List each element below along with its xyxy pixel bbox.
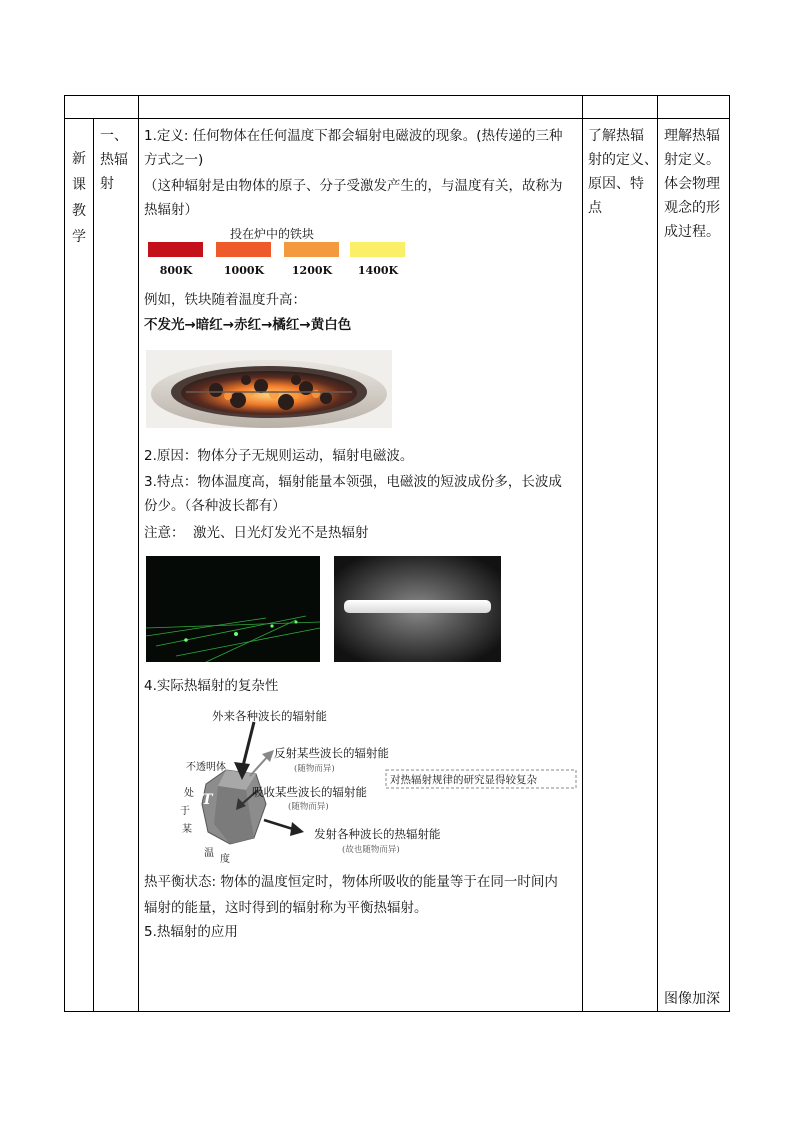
learning-goal-line: 点 bbox=[588, 200, 602, 216]
swatch-label: 800K bbox=[159, 264, 193, 277]
table-left-border bbox=[64, 95, 65, 1012]
learning-goal-line: 原因、特 bbox=[588, 176, 644, 192]
swatch-label: 1200K bbox=[291, 264, 333, 277]
section-title-line: 热辐 bbox=[100, 152, 128, 168]
color-swatch-1000k bbox=[216, 242, 271, 257]
table-col-divider-2 bbox=[138, 95, 139, 1012]
application-heading: 5.热辐射的应用 bbox=[144, 924, 238, 940]
emit-energy-sub: (故也随物而异) bbox=[342, 845, 400, 855]
emit-energy-label: 发射各种波长的热辐射能 bbox=[314, 827, 441, 841]
definition-line: 1.定义: 任何物体在任何温度下都会辐射电磁波的现象。(热传递的三种 bbox=[144, 128, 563, 144]
temperature-char: 度 bbox=[220, 854, 230, 865]
section-title-line: 射 bbox=[100, 176, 114, 192]
complexity-heading: 4.实际热辐射的复杂性 bbox=[144, 678, 279, 694]
design-intent-line: 体会物理 bbox=[664, 176, 720, 192]
col1-char: 新 bbox=[72, 151, 86, 167]
temperature-char: 某 bbox=[182, 824, 192, 835]
note-label: 注意： bbox=[144, 525, 185, 541]
note-text: 激光、日光灯发光不是热辐射 bbox=[193, 525, 369, 541]
design-intent-line: 成过程。 bbox=[664, 224, 720, 240]
table-col-divider-4 bbox=[657, 95, 658, 1012]
feature-line: 3.特点：物体温度高，辐射能量本领强，电磁波的短波成份多，长波成 bbox=[144, 474, 562, 490]
design-intent-line: 理解热辐 bbox=[664, 128, 720, 144]
learning-goal-line: 了解热辐 bbox=[588, 128, 644, 144]
research-note-box: 对热辐射规律的研究显得较复杂 bbox=[390, 774, 537, 786]
opaque-body-label: 不透明体 bbox=[186, 762, 226, 773]
reflect-energy-label: 反射某些波长的辐射能 bbox=[274, 746, 389, 760]
design-intent-bottom: 图像加深 bbox=[664, 991, 720, 1007]
equilibrium-line: 热平衡状态: 物体的温度恒定时，物体所吸收的能量等于在同一时间内 bbox=[144, 874, 558, 890]
incoming-energy-label: 外来各种波长的辐射能 bbox=[212, 709, 327, 723]
table-top-border bbox=[64, 95, 730, 96]
table-col-divider-3 bbox=[582, 95, 583, 1012]
explanation-line: 热辐射） bbox=[144, 202, 198, 218]
absorb-energy-label: 吸收某些波长的辐射能 bbox=[252, 785, 367, 799]
definition-line: 方式之一) bbox=[144, 152, 204, 168]
color-swatch-1200k bbox=[284, 242, 339, 257]
col1-char: 学 bbox=[72, 229, 86, 245]
radiation-diagram bbox=[146, 704, 582, 864]
example-line: 例如，铁块随着温度升高： bbox=[144, 292, 306, 308]
explanation-line: （这种辐射是由物体的原子、分子受激发产生的，与温度有关，故称为 bbox=[144, 178, 563, 194]
swatch-label: 1400K bbox=[357, 264, 399, 277]
table-col-divider-1 bbox=[93, 118, 94, 1012]
table-bottom-border bbox=[64, 1011, 730, 1012]
color-swatch-1400k bbox=[350, 242, 405, 257]
reflect-energy-sub: (随物而异) bbox=[294, 764, 335, 774]
col1-char: 课 bbox=[72, 177, 86, 193]
absorb-energy-sub: (随物而异) bbox=[288, 802, 329, 812]
design-intent-line: 观念的形 bbox=[664, 200, 720, 216]
temperature-char: 温 bbox=[204, 848, 214, 859]
temperature-symbol: T bbox=[202, 792, 213, 808]
feature-line: 份少。（各种波长都有） bbox=[144, 498, 286, 514]
swatch-label: 1000K bbox=[223, 264, 265, 277]
color-swatch-800k bbox=[148, 242, 203, 257]
reason-line: 2.原因：物体分子无规则运动，辐射电磁波。 bbox=[144, 448, 414, 464]
furnace-photo bbox=[146, 350, 392, 428]
col1-char: 教 bbox=[72, 203, 86, 219]
learning-goal-line: 射的定义、 bbox=[588, 152, 658, 168]
iron-caption: 投在炉中的铁块 bbox=[230, 227, 315, 241]
temperature-char: 于 bbox=[180, 806, 190, 817]
equilibrium-line: 辐射的能量，这时得到的辐射称为平衡热辐射。 bbox=[144, 900, 428, 916]
color-sequence-line: 不发光→暗红→赤红→橘红→黄白色 bbox=[144, 317, 352, 333]
design-intent-line: 射定义。 bbox=[664, 152, 720, 168]
fluorescent-lamp-photo bbox=[334, 556, 501, 662]
laser-photo bbox=[146, 556, 320, 662]
temperature-char: 处 bbox=[184, 788, 194, 799]
table-header-divider bbox=[64, 118, 730, 119]
table-right-border bbox=[729, 95, 730, 1012]
section-number: 一、 bbox=[100, 128, 128, 144]
